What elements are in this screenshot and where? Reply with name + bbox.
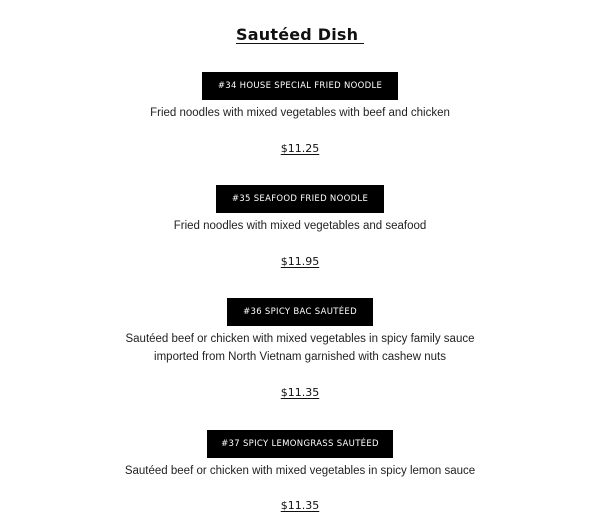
item-description-line: imported from North Vietnam garnished with cashew nuts xyxy=(154,351,446,363)
item-description: Sautéed beef or chicken with mixed vegetables in spicy lemon sauce xyxy=(124,465,476,477)
menu-item-35 xyxy=(0,185,600,235)
item-description: Fried noodles with mixed vegetables with beef and chicken xyxy=(150,107,450,119)
item-name-badge: #34 HOUSE SPECIAL FRIED NOODLE xyxy=(202,72,398,100)
menu-item-34 xyxy=(0,72,600,122)
item-price: $11.35 xyxy=(280,499,320,512)
item-name-badge: #37 SPICY LEMONGRASS SAUTÉED xyxy=(207,430,393,458)
section-title: Sautéed Dish xyxy=(236,25,364,44)
item-description: Fried noodles with mixed vegetables and seafood xyxy=(173,220,427,232)
menu-item-36 xyxy=(0,298,600,366)
item-price: $11.95 xyxy=(280,255,320,268)
item-name-badge: #35 SEAFOOD FRIED NOODLE xyxy=(216,185,384,213)
item-price: $11.25 xyxy=(280,142,320,155)
item-description xyxy=(0,330,600,366)
item-name-badge: #36 SPICY BAC SAUTÉED xyxy=(227,298,373,326)
item-description-line: Sautéed beef or chicken with mixed vegetables in spicy family sauce xyxy=(125,333,475,345)
menu-item-37 xyxy=(0,430,600,480)
item-price: $11.35 xyxy=(280,386,320,399)
